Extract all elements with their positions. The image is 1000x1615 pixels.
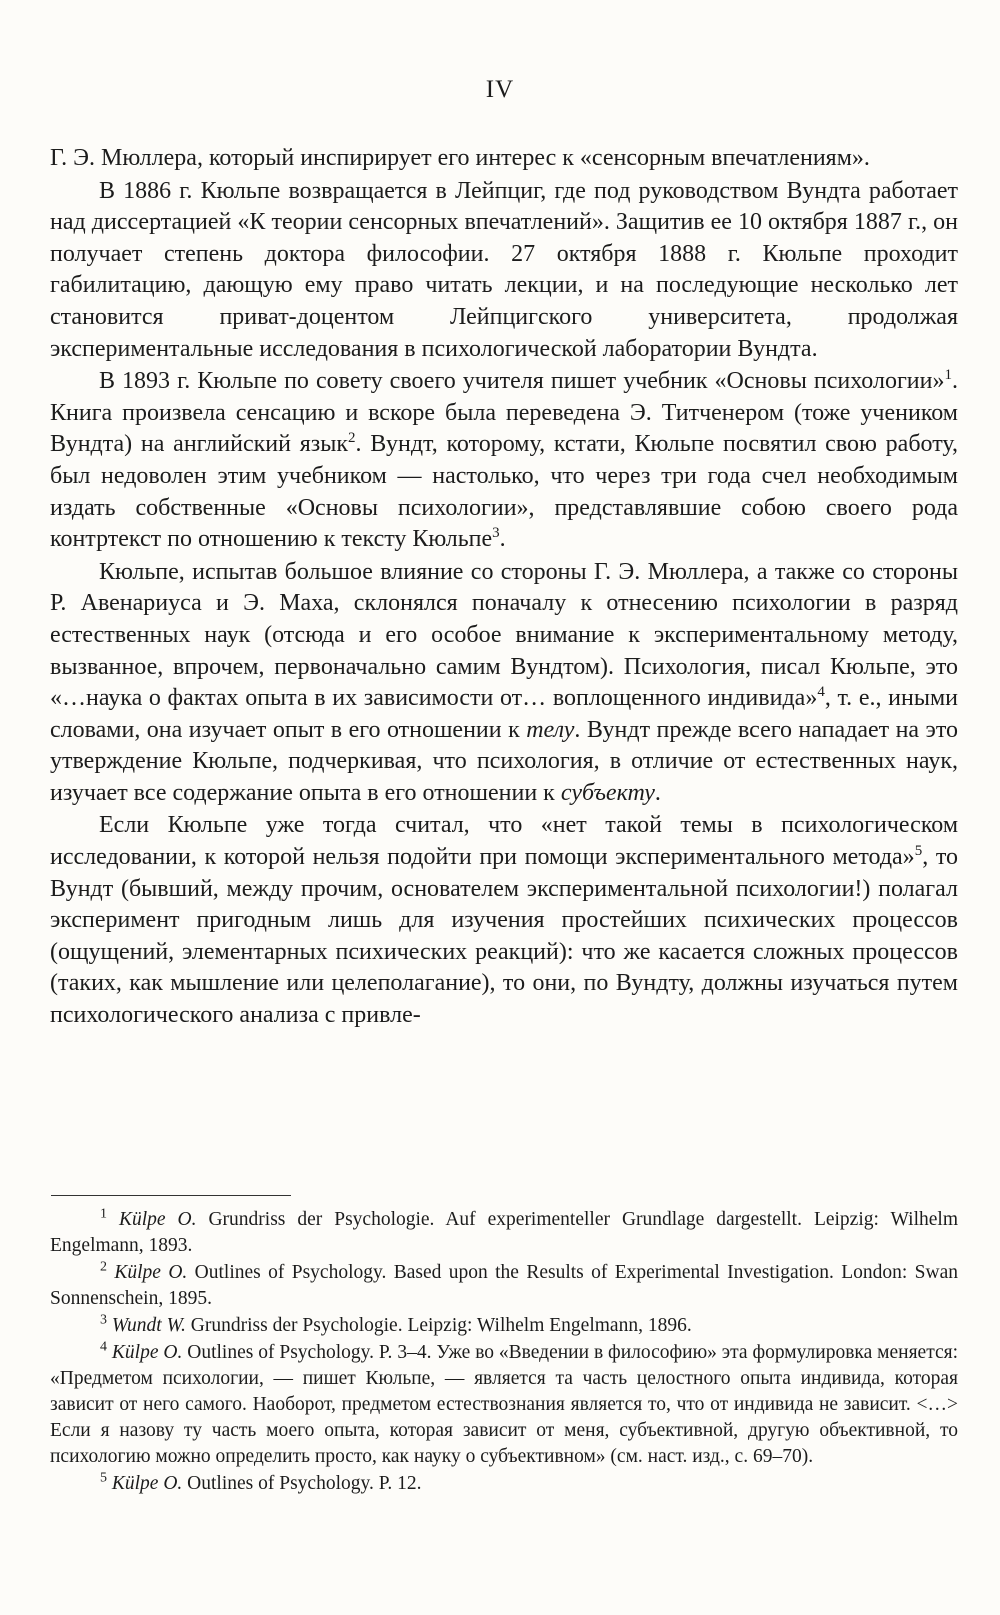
footnote-text: Grundriss der Psychologie. Auf experimenteller Grundlage dargestellt. Leipzig: Wilhelm Engelmann, 1893. [50, 1209, 958, 1256]
paragraph-4 [50, 557, 958, 810]
footnote-2 [50, 1260, 958, 1312]
paragraph-3-text-d: . [499, 526, 506, 553]
paragraph-3-text-b: . Книга произвела сенсацию и вскоре была переведена Э. Титченером (тоже учеником Вундта) на английский язык [50, 368, 958, 458]
paragraph-1: Г. Э. Мюллера, который инспирирует его интерес к «сенсорным впечатлениям». [50, 145, 870, 171]
footnote-separator [51, 1195, 291, 1196]
footnote-number: 4 [100, 1339, 107, 1355]
footnote-ref-5: 5 [914, 843, 923, 860]
footnote-author: Külpe O. [111, 1342, 183, 1363]
footnote-author: Külpe O. [114, 1262, 188, 1283]
paragraph-5-text-b: , то Вундт (бывший, между прочим, основателем экспериментальной психологии!) полагал эксперимент пригодным лишь для изучения простейших психических процессов (ощущений, элементарных психических реакций): что же касается сложных процессов (таких, как мышление или целеполагание), то они, по Вундту, должны изучаться путем психологического анализа с привле- [50, 844, 958, 1029]
footnote-3 [50, 1313, 958, 1339]
footnote-ref-1: 1 [944, 367, 952, 384]
footnote-number: 2 [100, 1259, 107, 1275]
footnote-number: 3 [100, 1312, 107, 1328]
footnote-text: Outlines of Psychology. P. 12. [182, 1473, 422, 1494]
paragraph-5 [50, 810, 958, 1031]
footnote-5 [50, 1471, 958, 1497]
footnote-ref-2: 2 [348, 430, 356, 447]
paragraph-3 [50, 366, 958, 556]
footnote-4 [50, 1340, 958, 1470]
paragraph-3-text-c: . Вундт, которому, кстати, Кюльпе посвятил свою работу, был недоволен этим учебником — настолько, что через три года счел необходимым издать собственные «Основы психологии», представлявшие собою своего рода контртекст по отношению к тексту Кюльпе [50, 431, 958, 553]
paragraph-2: В 1886 г. Кюльпе возвращается в Лейпциг, где под руководством Вундта работает над диссертацией «К теории сенсорных впечатлений». Защитив ее 10 октября 1887 г., он получает степень доктора философии. 27 октября 1888 г. Кюльпе проходит габилитацию, дающую ему право читать лекции, и на последующие несколько лет становится приват-доцентом Лейпцигского университета, продолжая экспериментальные исследования в психологической лаборатории Вундта. [50, 177, 958, 362]
footnote-author: Wundt W. [111, 1315, 186, 1336]
footnote-text: Grundriss der Psychologie. Leipzig: Wilhelm Engelmann, 1896. [185, 1315, 692, 1336]
footnote-1 [50, 1207, 958, 1259]
emphasis-body: телу [526, 716, 575, 743]
footnote-author: Külpe O. [111, 1473, 183, 1494]
paragraph-3-text-a: В 1893 г. Кюльпе по совету своего учителя пишет учебник «Основы психологии» [99, 368, 945, 395]
page-number: IV [485, 76, 515, 103]
footnote-number: 1 [100, 1206, 107, 1222]
footnote-author: Külpe O. [118, 1209, 197, 1230]
footnote-ref-3: 3 [492, 525, 500, 542]
paragraph-4-text-d: . [654, 779, 661, 806]
paragraph-4-text-c: . Вундт прежде всего нападает на это утверждение Кюльпе, подчеркивая, что психология, в отличие от естественных наук, изучает все содержание опыта в его отношении к [50, 716, 958, 806]
paragraph-4-text-b: , т. е., иными словами, она изучает опыт в его отношении к [50, 685, 958, 743]
footnote-text: Outlines of Psychology. Based upon the Results of Experimental Investigation. London: Swan Sonnenschein, 1895. [50, 1262, 958, 1309]
emphasis-subject: субъекту [560, 779, 655, 806]
body-text [50, 143, 958, 1032]
footnote-number: 5 [100, 1470, 107, 1486]
footnote-ref-4: 4 [817, 684, 825, 701]
paragraph-4-text-a: Кюльпе, испытав большое влияние со стороны Г. Э. Мюллера, а также со стороны Р. Авенариуса и Э. Маха, склонялся поначалу к отнесению психологии в разряд естественных наук (отсюда и его особое внимание к экспериментальному методу, вызванное, впрочем, первоначально самим Вундтом). Психология, писал Кюльпе, это «…наука о фактах опыта в их зависимости от… воплощенного индивида» [50, 558, 958, 712]
paragraph-5-text-a: Если Кюльпе уже тогда считал, что «нет такой темы в психологическом исследовании, к которой нельзя подойти при помощи экспериментального метода» [50, 812, 958, 871]
footnotes [50, 1207, 958, 1498]
footnote-text: Outlines of Psychology. P. 3–4. Уже во «Введении в философию» эта формулировка меняется: «Предметом психологии, — пишет Кюльпе, — является та часть целостного опыта индивида, которая зависит от него самого. Наоборот, предметом естествознания является то, что от индивида не зависит. <…> Если я назову ту часть моего опыта, которая зависит от меня, субъективной, другую объективной, то психологию можно определить просто, как науку о субъективном» (см. наст. изд., с. 69–70). [50, 1342, 959, 1467]
